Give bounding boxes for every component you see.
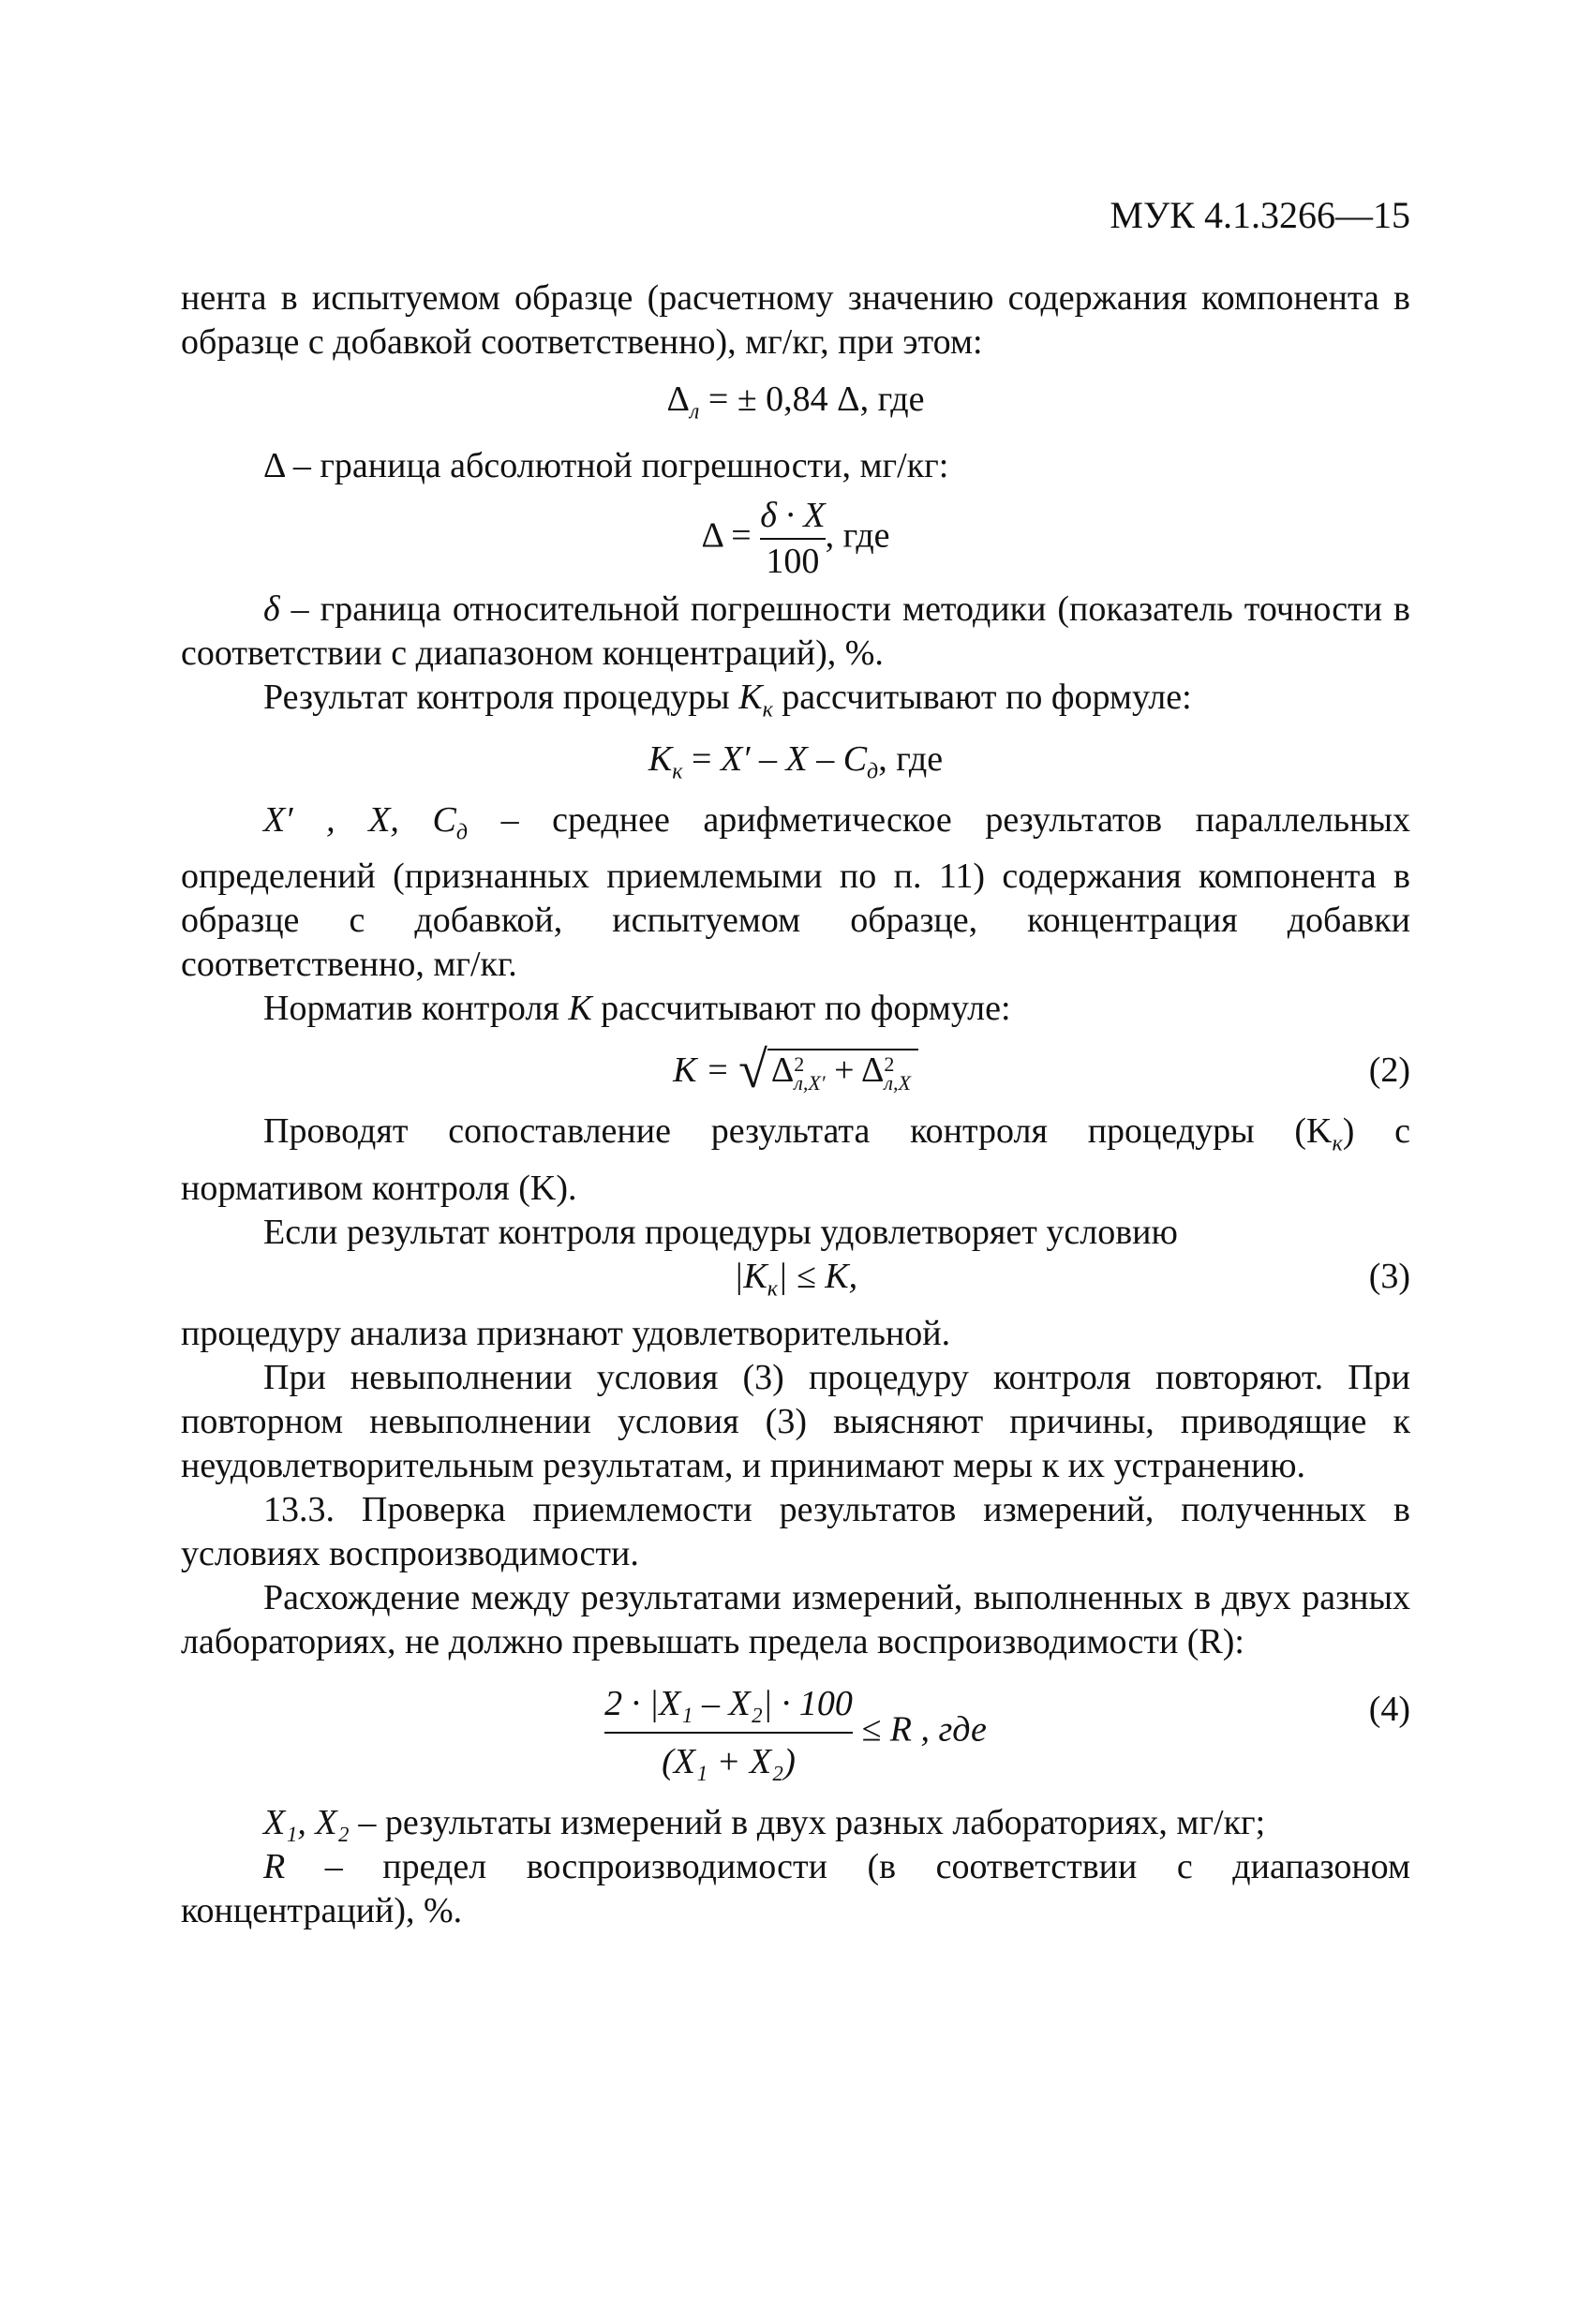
formula-kk-c: C — [842, 739, 868, 780]
formula-k-d2: Δ — [860, 1050, 885, 1091]
formula-k-d2-sup: 2 — [884, 1051, 895, 1076]
sqrt-icon: √ — [738, 1041, 767, 1100]
paragraph-failure: При невыполнении условия (3) процедуру контроля повторяют. При повторном невыполнении условия (3) выясняют причины, приводящие к неудовлетворительным результатам, и принимают меры к их устранению. — [181, 1357, 1410, 1485]
formula-reproducibility — [181, 1676, 1410, 1790]
formula-kk-csub: д — [867, 759, 879, 784]
equation-number-3: (3) — [1368, 1256, 1410, 1296]
formula-delta-numerator: δ · X — [760, 495, 826, 535]
formula-kk-eq: = — [682, 739, 721, 780]
paragraph-result-control-tail: рассчитывают по формуле: — [772, 677, 1192, 717]
equation-number-4: (4) — [1368, 1689, 1410, 1729]
formula-kk-xprime: X′ — [720, 739, 751, 780]
equation-number-2: (2) — [1368, 1050, 1410, 1091]
paragraph-comparison — [181, 1110, 1410, 1211]
formula-k-lhs: K = — [673, 1050, 739, 1091]
paragraph-result-control — [181, 676, 1410, 733]
formula-kk-tail: , где — [878, 739, 944, 780]
paragraph-x-definition — [181, 1801, 1410, 1845]
formula-delta-l-lhs: Δ — [666, 380, 690, 419]
formula-condition-tail: | ≤ K, — [777, 1256, 858, 1296]
var-k: K — [568, 989, 592, 1029]
paragraph-x-definition-text: – результаты измерений в двух разных лабораториях, мг/кг; — [349, 1802, 1266, 1842]
var-delta-rel: δ — [263, 588, 280, 629]
formula-delta-fraction — [760, 494, 825, 584]
var-x1-x2: X₁, X₂ — [263, 1802, 350, 1842]
formula-k-d1: Δ — [770, 1050, 795, 1091]
formula-condition — [181, 1255, 1410, 1312]
paragraph-comparison-tail: ) с нормативом контроля (K). — [181, 1111, 1410, 1208]
paragraph-continuation: нента в испытуемом образце (расчетному значению содержания компонента в образце с добавкой соответственно), мг/кг, при этом: — [181, 278, 1410, 362]
paragraph-delta-definition: Δ – граница абсолютной погрешности, мг/кг: — [263, 445, 949, 485]
formula-k-plus: + — [825, 1050, 861, 1091]
section-13-3-heading: 13.3. Проверка приемлемости результатов измерений, полученных в условиях воспроизводимости. — [181, 1489, 1410, 1573]
formula-kk-minus2: – — [807, 739, 843, 780]
formula-k-d2-sub: л,X — [884, 1070, 911, 1095]
formula-delta-l-sub: л — [689, 399, 700, 425]
formula-k-radicand — [767, 1049, 918, 1095]
var-kk-sub: к — [762, 697, 773, 723]
paragraph-relative-error — [181, 588, 1410, 676]
formula-delta-tail: , где — [825, 515, 890, 556]
paragraph-comparison-text: Проводят сопоставление результата контроля процедуры (K — [263, 1111, 1333, 1152]
formula-reproducibility-numerator: 2 · |X₁ – X₂| · 100 — [604, 1683, 853, 1723]
paragraph-condition: Если результат контроля процедуры удовлетворяет условию — [263, 1212, 1178, 1252]
formula-condition-sub: к — [767, 1276, 778, 1302]
paragraph-satisfactory: процедуру анализа признают удовлетворительной. — [181, 1313, 951, 1353]
formula-delta-l-rhs: = ± 0,84 Δ, где — [699, 380, 925, 419]
var-r: R — [263, 1846, 286, 1886]
paragraph-result-control-text: Результат контроля процедуры — [263, 677, 730, 717]
formula-kk — [181, 737, 1410, 795]
formula-delta — [181, 494, 1410, 584]
paragraph-control-standard — [181, 987, 1410, 1031]
formula-kk-k: K — [648, 739, 673, 780]
formula-delta-denominator: 100 — [760, 538, 825, 584]
paragraph-r-definition — [181, 1845, 1410, 1933]
formula-reproducibility-fraction — [604, 1676, 853, 1790]
formula-kk-x: X — [785, 739, 808, 780]
paragraph-discrepancy: Расхождение между результатами измерений, выполненных в двух разных лабораториях, не должно превышать предела воспроизводимости (R): — [181, 1577, 1410, 1661]
paragraph-r-definition-text: – предел воспроизводимости (в соответствии с диапазоном концентраций), %. — [181, 1846, 1410, 1930]
var-kk: K — [738, 677, 763, 717]
formula-kk-ksub: к — [672, 759, 683, 784]
paragraph-relative-error-text: – граница относительной погрешности методики (показатель точности в соответствии с диапазоном концентраций), %. — [181, 588, 1410, 673]
formula-condition-expr: |K — [733, 1256, 767, 1296]
formula-delta-lhs: Δ = — [701, 515, 752, 556]
formula-k-d1-sub: л,X′ — [794, 1070, 826, 1095]
var-list-sub: д — [455, 820, 468, 845]
formula-reproducibility-denominator: (X₁ + X₂) — [662, 1741, 796, 1781]
page-header-doc-code: МУК 4.1.3266—15 — [1110, 194, 1410, 236]
paragraph-control-standard-tail: рассчитывают по формуле: — [591, 989, 1011, 1029]
formula-delta-l — [181, 378, 1410, 435]
var-list: X′ , X, C — [263, 799, 456, 840]
paragraph-variables-definition-text: – среднее арифметическое результатов параллельных определений (признанных приемлемыми по п. 11) содержания компонента в образце с добавкой, испытуемом образце, концентрация добавки соответственно, мг/кг. — [181, 799, 1410, 985]
paragraph-variables-definition — [181, 798, 1410, 988]
formula-kk-minus1: – — [750, 739, 786, 780]
formula-reproducibility-tail: ≤ R , где — [852, 1709, 987, 1750]
formula-k — [181, 1042, 1410, 1098]
paragraph-comparison-sub: к — [1332, 1131, 1343, 1156]
page-body — [181, 276, 1410, 1933]
formula-k-d1-sup: 2 — [794, 1051, 805, 1076]
paragraph-control-standard-text: Норматив контроля — [263, 989, 559, 1029]
